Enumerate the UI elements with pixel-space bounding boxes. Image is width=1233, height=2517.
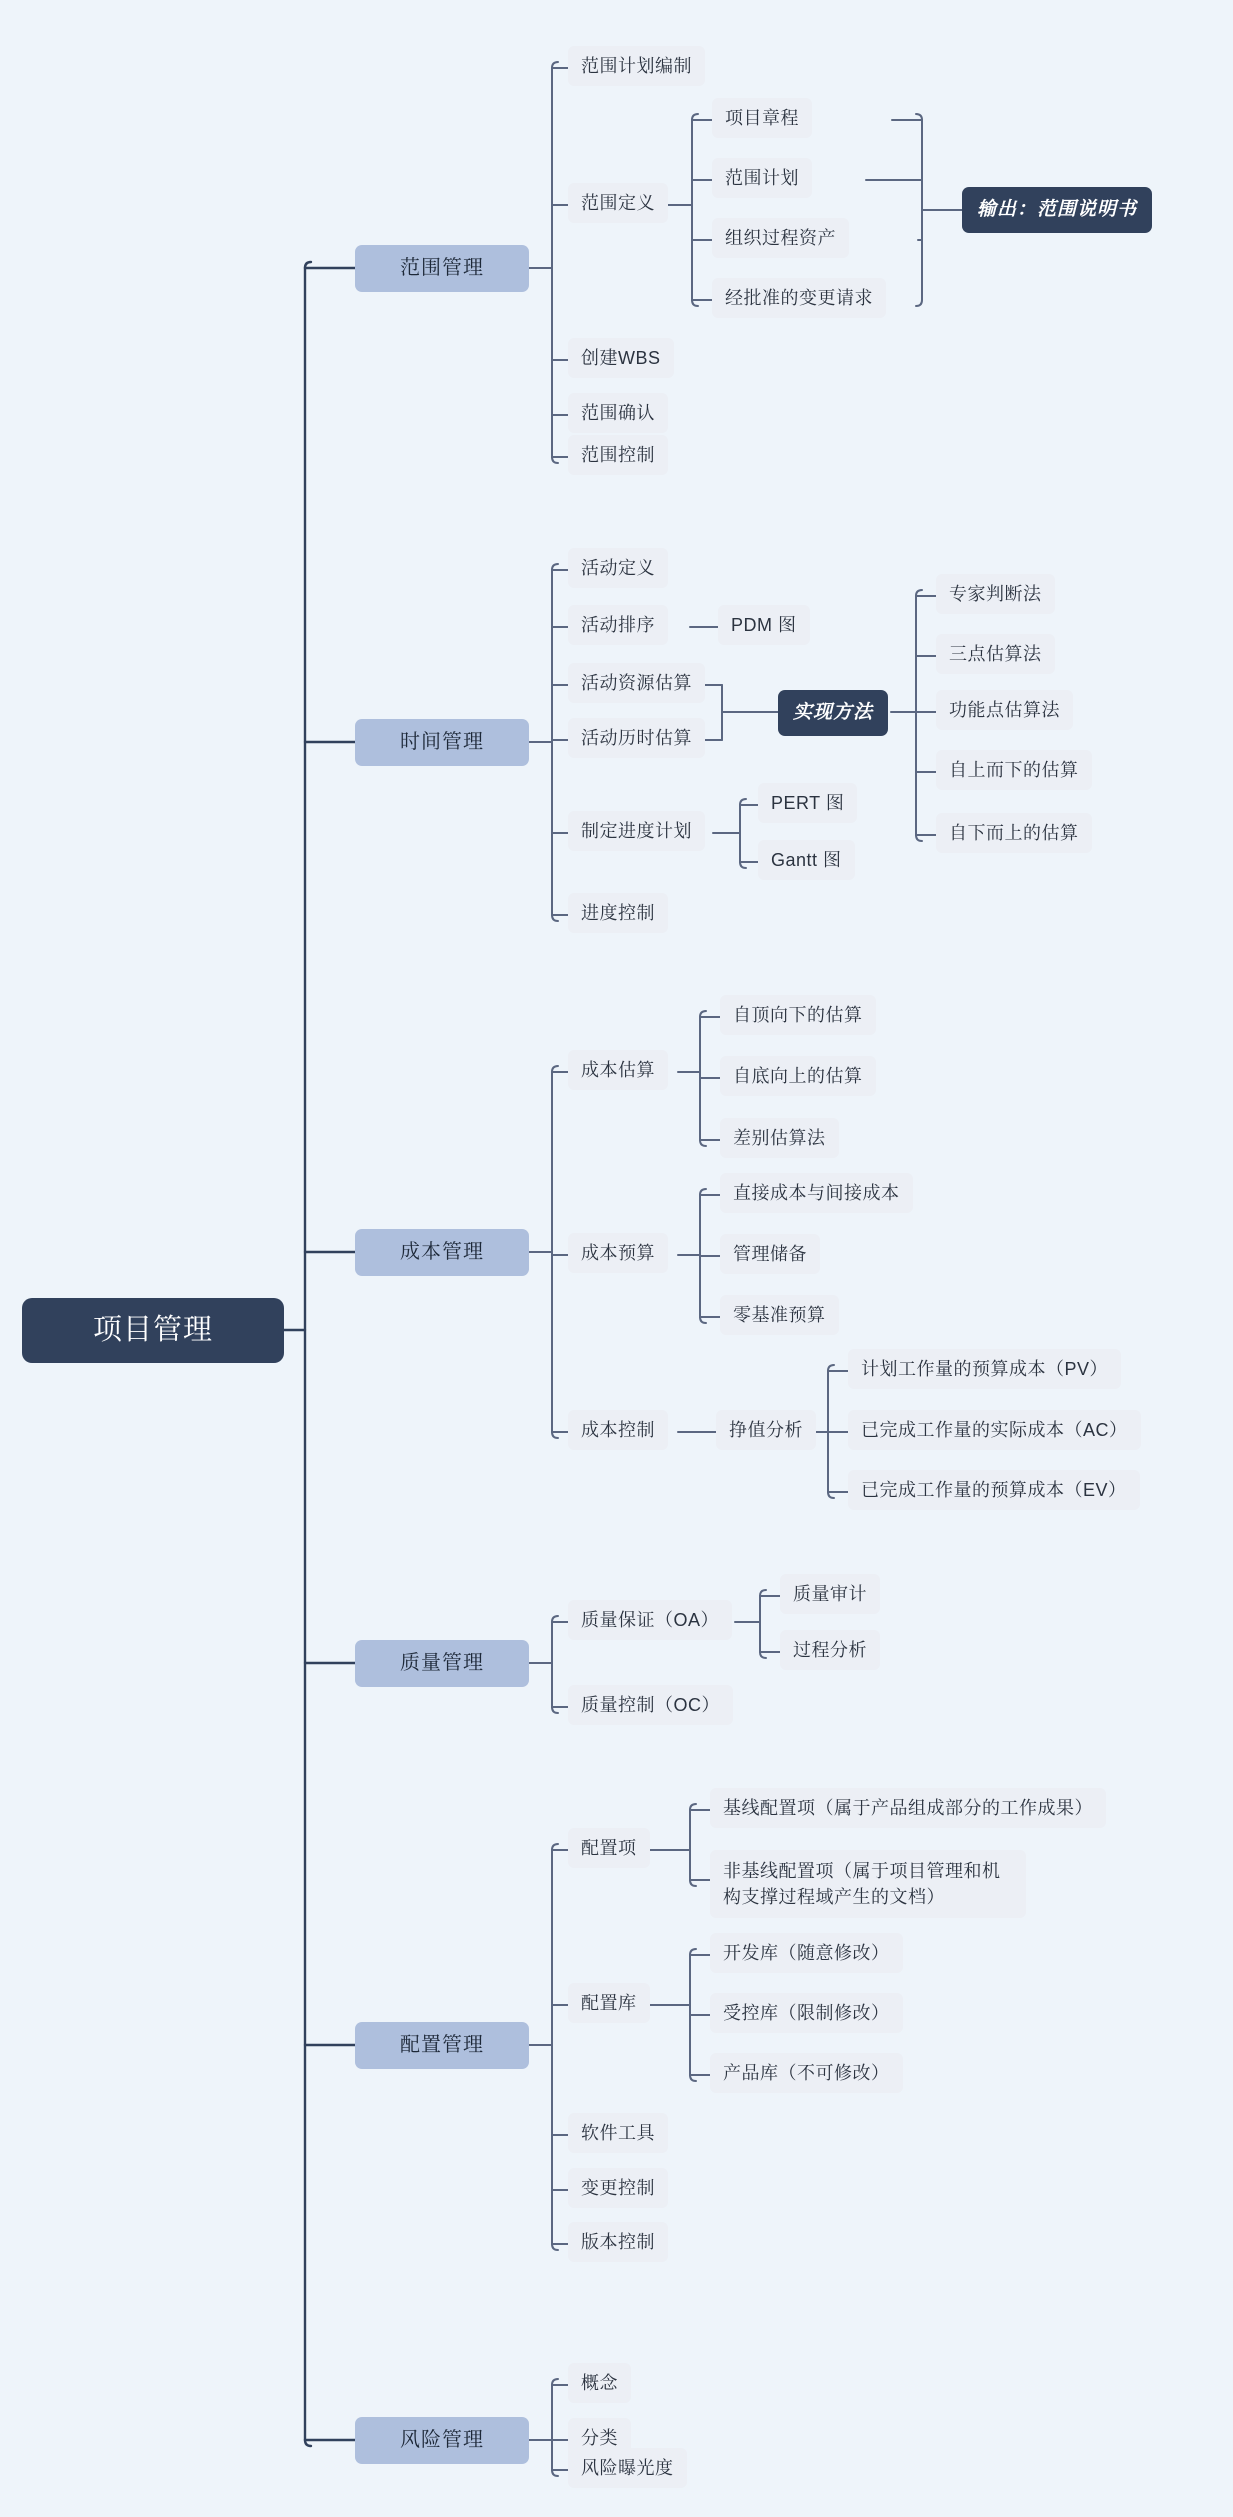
node-configuration-item[interactable]: 配置项 (568, 1828, 650, 1868)
branch-node-quality[interactable]: 质量管理 (355, 1640, 529, 1687)
node-actual-cost[interactable]: 已完成工作量的实际成本（AC） (848, 1410, 1141, 1450)
node-scope-output[interactable]: 输出：范围说明书 (962, 187, 1152, 233)
branch-node-risk[interactable]: 风险管理 (355, 2417, 529, 2464)
branch-node-cost[interactable]: 成本管理 (355, 1229, 529, 1276)
node-cost-estimate[interactable]: 成本估算 (568, 1050, 668, 1090)
node-project-charter[interactable]: 项目章程 (712, 98, 812, 138)
node-schedule-development[interactable]: 制定进度计划 (568, 811, 705, 851)
node-earned-value[interactable]: 已完成工作量的预算成本（EV） (848, 1470, 1140, 1510)
node-approved-change-request[interactable]: 经批准的变更请求 (712, 278, 886, 318)
node-activity-duration-estimate[interactable]: 活动历时估算 (568, 718, 705, 758)
branch-node-scope[interactable]: 范围管理 (355, 245, 529, 292)
node-activity-resource-estimate[interactable]: 活动资源估算 (568, 663, 705, 703)
node-top-down-estimate[interactable]: 自上而下的估算 (936, 750, 1092, 790)
node-management-reserve[interactable]: 管理储备 (720, 1234, 820, 1274)
node-activity-definition[interactable]: 活动定义 (568, 548, 668, 588)
node-top-down-cost[interactable]: 自顶向下的估算 (720, 995, 876, 1035)
node-scope-plan[interactable]: 范围计划 (712, 158, 812, 198)
node-planned-value[interactable]: 计划工作量的预算成本（PV） (848, 1349, 1121, 1389)
node-risk-exposure[interactable]: 风险曝光度 (568, 2448, 687, 2488)
node-controlled-library[interactable]: 受控库（限制修改） (710, 1993, 903, 2033)
node-differential-estimate[interactable]: 差别估算法 (720, 1118, 839, 1158)
node-configuration-library[interactable]: 配置库 (568, 1983, 650, 2023)
branch-node-time[interactable]: 时间管理 (355, 719, 529, 766)
node-quality-assurance[interactable]: 质量保证（OA） (568, 1600, 732, 1640)
node-scope-definition[interactable]: 范围定义 (568, 183, 668, 223)
node-version-control[interactable]: 版本控制 (568, 2222, 668, 2262)
node-risk-classification[interactable]: 分类 (568, 2418, 631, 2458)
node-implementation-methods[interactable]: 实现方法 (778, 690, 888, 736)
node-scope-verification[interactable]: 范围确认 (568, 393, 668, 433)
branch-node-configuration[interactable]: 配置管理 (355, 2022, 529, 2069)
node-process-analysis[interactable]: 过程分析 (780, 1630, 880, 1670)
node-quality-audit[interactable]: 质量审计 (780, 1574, 880, 1614)
node-activity-sequencing[interactable]: 活动排序 (568, 605, 668, 645)
node-gantt-diagram[interactable]: Gantt 图 (758, 840, 855, 880)
node-three-point-estimate[interactable]: 三点估算法 (936, 634, 1055, 674)
node-cost-control[interactable]: 成本控制 (568, 1410, 668, 1450)
node-risk-concept[interactable]: 概念 (568, 2363, 631, 2403)
node-pdm-diagram[interactable]: PDM 图 (718, 605, 810, 645)
node-quality-control[interactable]: 质量控制（OC） (568, 1685, 733, 1725)
node-non-baseline-ci[interactable]: 非基线配置项（属于项目管理和机构支撑过程域产生的文档） (710, 1850, 1026, 1918)
node-cost-budget[interactable]: 成本预算 (568, 1233, 668, 1273)
node-software-tools[interactable]: 软件工具 (568, 2113, 668, 2153)
node-create-wbs[interactable]: 创建WBS (568, 338, 674, 378)
node-development-library[interactable]: 开发库（随意修改） (710, 1933, 903, 1973)
node-baseline-ci[interactable]: 基线配置项（属于产品组成部分的工作成果） (710, 1788, 1106, 1828)
node-earned-value-analysis[interactable]: 挣值分析 (716, 1410, 816, 1450)
root-node[interactable]: 项目管理 (22, 1298, 284, 1363)
node-product-library[interactable]: 产品库（不可修改） (710, 2053, 903, 2093)
node-org-process-assets[interactable]: 组织过程资产 (712, 218, 849, 258)
node-scope-control[interactable]: 范围控制 (568, 435, 668, 475)
node-pert-diagram[interactable]: PERT 图 (758, 783, 857, 823)
node-scope-planning[interactable]: 范围计划编制 (568, 46, 705, 86)
node-bottom-up-cost[interactable]: 自底向上的估算 (720, 1056, 876, 1096)
node-bottom-up-estimate[interactable]: 自下而上的估算 (936, 813, 1092, 853)
node-direct-indirect-cost[interactable]: 直接成本与间接成本 (720, 1173, 913, 1213)
node-function-point-estimate[interactable]: 功能点估算法 (936, 690, 1073, 730)
node-zero-based-budget[interactable]: 零基准预算 (720, 1295, 839, 1335)
node-expert-judgement[interactable]: 专家判断法 (936, 574, 1055, 614)
node-change-control[interactable]: 变更控制 (568, 2168, 668, 2208)
node-schedule-control[interactable]: 进度控制 (568, 893, 668, 933)
